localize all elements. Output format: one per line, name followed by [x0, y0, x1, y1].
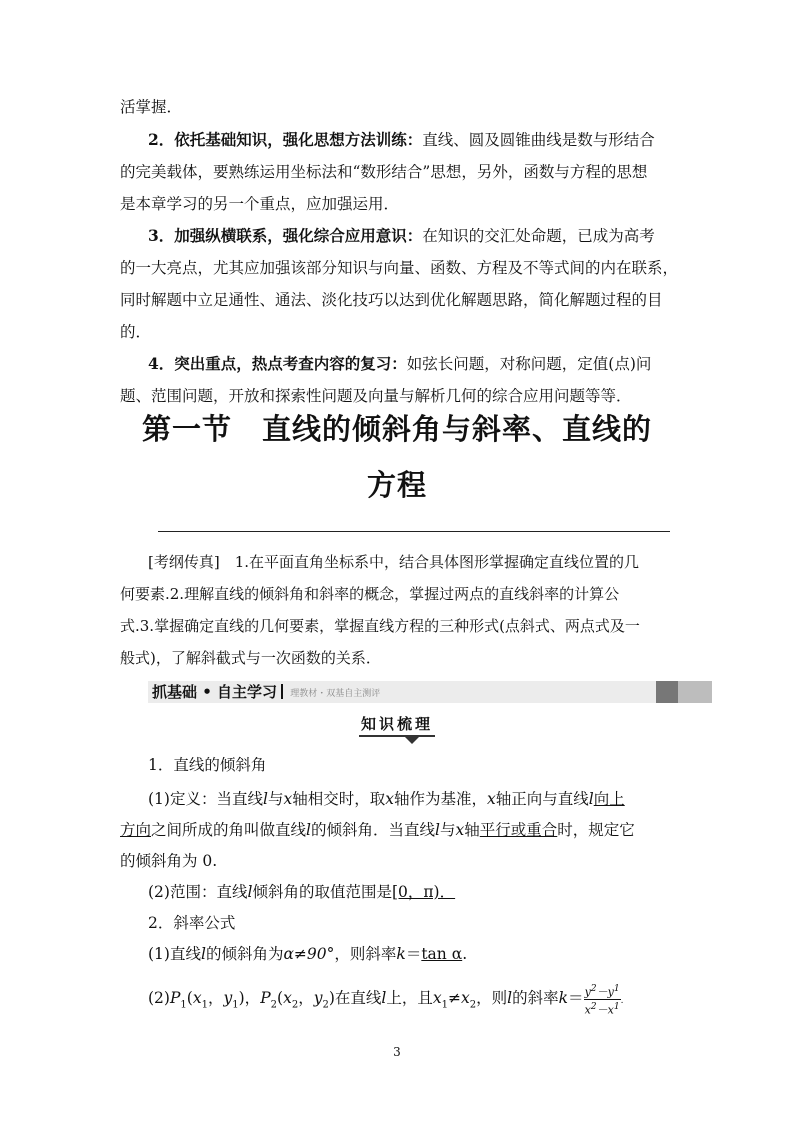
intro-point-3-line: 同时解题中立足通性、通法、淡化技巧以达到优化解题思路，简化解题过程的目 — [120, 291, 663, 309]
banner-separator — [281, 684, 283, 699]
intro-point-4-line: 题、范围问题，开放和探索性问题及向量与解析几何的综合应用问题等等． — [120, 387, 632, 405]
outline-line: 何要素.2.理解直线的倾斜角和斜率的概念，掌握过两点的直线斜率的计算公 — [120, 585, 620, 603]
triangle-down-icon — [405, 737, 419, 744]
definition-line: 方向之间所成的角叫做直线l的倾斜角．当直线l与x轴平行或重合时，规定它 — [120, 821, 635, 839]
item-heading: 1．直线的倾斜角 — [148, 756, 267, 774]
outline-line: 式.3.掌握确定直线的几何要素，掌握直线方程的三种形式(点斜式、两点式及一 — [120, 617, 640, 635]
section-title-line-2: 方程 — [366, 468, 427, 502]
intro-point-2-line: 是本章学习的另一个重点，应加强运用． — [120, 195, 400, 213]
two-point-slope-line: $(2)P_1(x_1$，$y_1$)，$P_2(x_2$，$y_2$)在直线l上，且$x_1\ne x_2$，则l的斜率k＝ $\frac{y^2-y^1}{x^2-x^1}$ . — [148, 983, 624, 1017]
intro-point-3-line: 的． — [120, 323, 152, 341]
intro-point-2: 2．依托基础知识，强化思想方法训练：直线、圆及圆锥曲线是数与形结合 — [148, 130, 655, 149]
intro-point-2-line: 的完美载体，要熟练运用坐标法和“数形结合”思想，另外，函数与方程的思想 — [120, 163, 648, 181]
section-banner — [148, 681, 712, 703]
range-line: (2)范围：直线l倾斜角的取值范围是[0，π)． — [148, 883, 456, 901]
definition-line: (1)定义：当直线l与x轴相交时，取x轴作为基准，x轴正向与直线l向上 — [148, 790, 625, 808]
item-heading: 2．斜率公式 — [148, 914, 236, 932]
banner-subtitle: 理教材・双基自主测评 — [290, 689, 381, 699]
slope-fraction: $\frac{y^2-y^1}{x^2-x^1}$ — [584, 983, 620, 1017]
page-number: 3 — [393, 1045, 401, 1059]
definition-line: 的倾斜角为 0. — [120, 852, 218, 870]
banner-label: 抓基础 • 自主学习 理教材・双基自主测评 — [152, 683, 381, 701]
intro-point-4: 4．突出重点，热点考查内容的复习：如弦长问题，对称问题，定值(点)问 — [148, 354, 652, 373]
slope-formula-line: (1)直线l的倾斜角为α≠90°，则斜率k＝tan α. — [148, 945, 468, 963]
intro-point-3-line: 的一大亮点，尤其应加强该部分知识与向量、函数、方程及不等式间的内在联系， — [120, 259, 679, 277]
banner-light-block — [678, 681, 712, 703]
title-divider — [158, 531, 670, 532]
section-title-line-1: 第一节 直线的倾斜角与斜率、直线的 — [141, 412, 652, 446]
banner-dark-block — [656, 681, 678, 703]
outline-line: 般式)，了解斜截式与一次函数的关系． — [120, 649, 381, 667]
intro-point-3: 3．加强纵横联系，强化综合应用意识：在知识的交汇处命题，已成为高考 — [148, 226, 655, 245]
intro-line: 活掌握． — [120, 98, 183, 116]
outline-line: [考纲传真] 1.在平面直角坐标系中，结合具体图形掌握确定直线位置的几 — [148, 553, 640, 571]
subsection-heading: 知识梳理 — [0, 713, 794, 734]
